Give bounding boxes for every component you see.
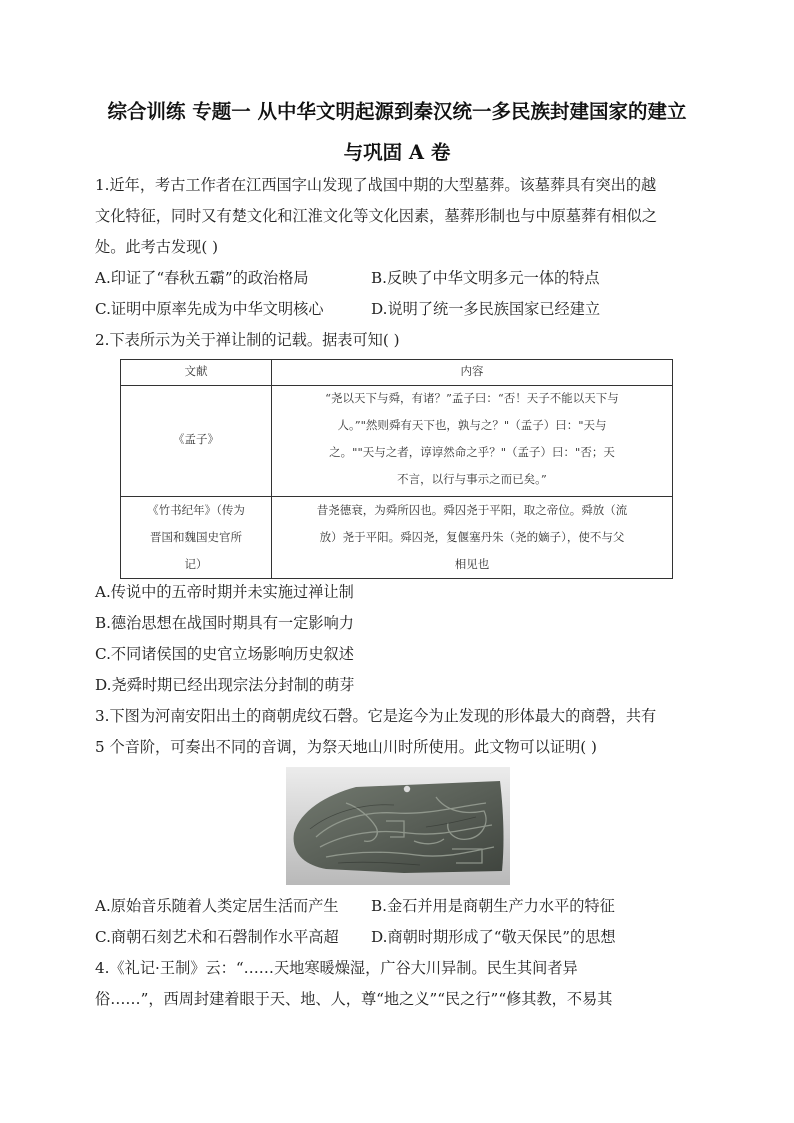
q2-option-a: A.传说中的五帝时期并未实施过禅让制 (95, 583, 354, 601)
q1-option-b: B.反映了中华文明多元一体的特点 (371, 269, 600, 287)
table-row2-content-line1: 昔尧德衰，为舜所囚也。舜囚尧于平阳，取之帝位。舜放（流 (316, 503, 628, 517)
q3-option-d: D.商朝时期形成了“敬天保民”的思想 (371, 928, 616, 946)
q3-option-b: B.金石并用是商朝生产力水平的特征 (371, 897, 615, 915)
q2-stem: 2.下表所示为关于禅让制的记载。据表可知( ) (95, 331, 400, 349)
document-title-line1: 综合训练 专题一 从中华文明起源到秦汉统一多民族封建国家的建立 (107, 100, 687, 123)
q3-stem-line2: 5 个音阶，可奏出不同的音调，为祭天地山川时所使用。此文物可以证明( ) (95, 738, 597, 756)
q2-option-d: D.尧舜时期已经出现宗法分封制的萌芽 (95, 676, 355, 694)
table-row1-content-line3: 之。""天与之者，谆谆然命之乎？"（孟子）曰："否；天 (329, 445, 615, 459)
q2-option-b: B.德治思想在战国时期具有一定影响力 (95, 614, 354, 632)
q1-option-a: A.印证了“春秋五霸”的政治格局 (95, 269, 309, 287)
q1-stem-line1: 1.近年，考古工作者在江西国字山发现了战国中期的大型墓葬。该墓葬具有突出的越 (95, 176, 657, 194)
table-row1-content-line4: 不言，以行与事示之而已矣。” (397, 472, 547, 486)
table-row1-content-line2: 人。”"然则舜有天下也，孰与之？"（孟子）曰："天与 (337, 418, 607, 432)
q1-option-c: C.证明中原率先成为中华文明核心 (95, 300, 324, 318)
document-title-line2: 与巩固 A 卷 (343, 141, 451, 164)
q1-stem-line3: 处。此考古发现( ) (95, 238, 218, 256)
q4-stem-line1: 4.《礼记·王制》云：“……天地寒暖燥湿，广谷大川异制。民生其间者异 (95, 959, 578, 977)
q3-option-a: A.原始音乐随着人类定居生活而产生 (95, 897, 339, 915)
table-row2-content-line2: 放）尧于平阳。舜囚尧，复偃塞丹朱（尧的嫡子），使不与父 (319, 530, 625, 544)
table-row2-source-line3: 记） (184, 557, 208, 571)
table-row2-content-line3: 相见也 (454, 557, 490, 571)
q2-table (120, 359, 673, 579)
table-row1-source: 《孟子》 (173, 432, 219, 446)
q1-option-d: D.说明了统一多民族国家已经建立 (371, 300, 601, 318)
table-header-source: 文献 (184, 364, 208, 378)
q3-stem-line1: 3.下图为河南安阳出土的商朝虎纹石磬。它是迄今为止发现的形体最大的商磬，共有 (95, 707, 657, 725)
q1-stem-line2: 文化特征，同时又有楚文化和江淮文化等文化因素，墓葬形制也与中原墓葬有相似之 (95, 207, 657, 225)
table-header-content: 内容 (460, 364, 484, 378)
table-row2-source-line2: 晋国和魏国史官所 (150, 530, 242, 544)
q2-option-c: C.不同诸侯国的史官立场影响历史叙述 (95, 645, 354, 663)
q4-stem-line2: 俗……”，西周封建着眼于天、地、人，尊“地之义”“民之行”“修其教，不易其 (95, 990, 613, 1008)
table-row1-content-line1: “尧以天下与舜，有诸？”孟子曰：“否！天子不能以天下与 (325, 391, 619, 405)
table-row2-source-line1: 《竹书纪年》（传为 (147, 503, 245, 517)
q3-option-c: C.商朝石刻艺术和石磬制作水平高超 (95, 928, 339, 946)
tiger-stone-chime-image (286, 767, 510, 885)
